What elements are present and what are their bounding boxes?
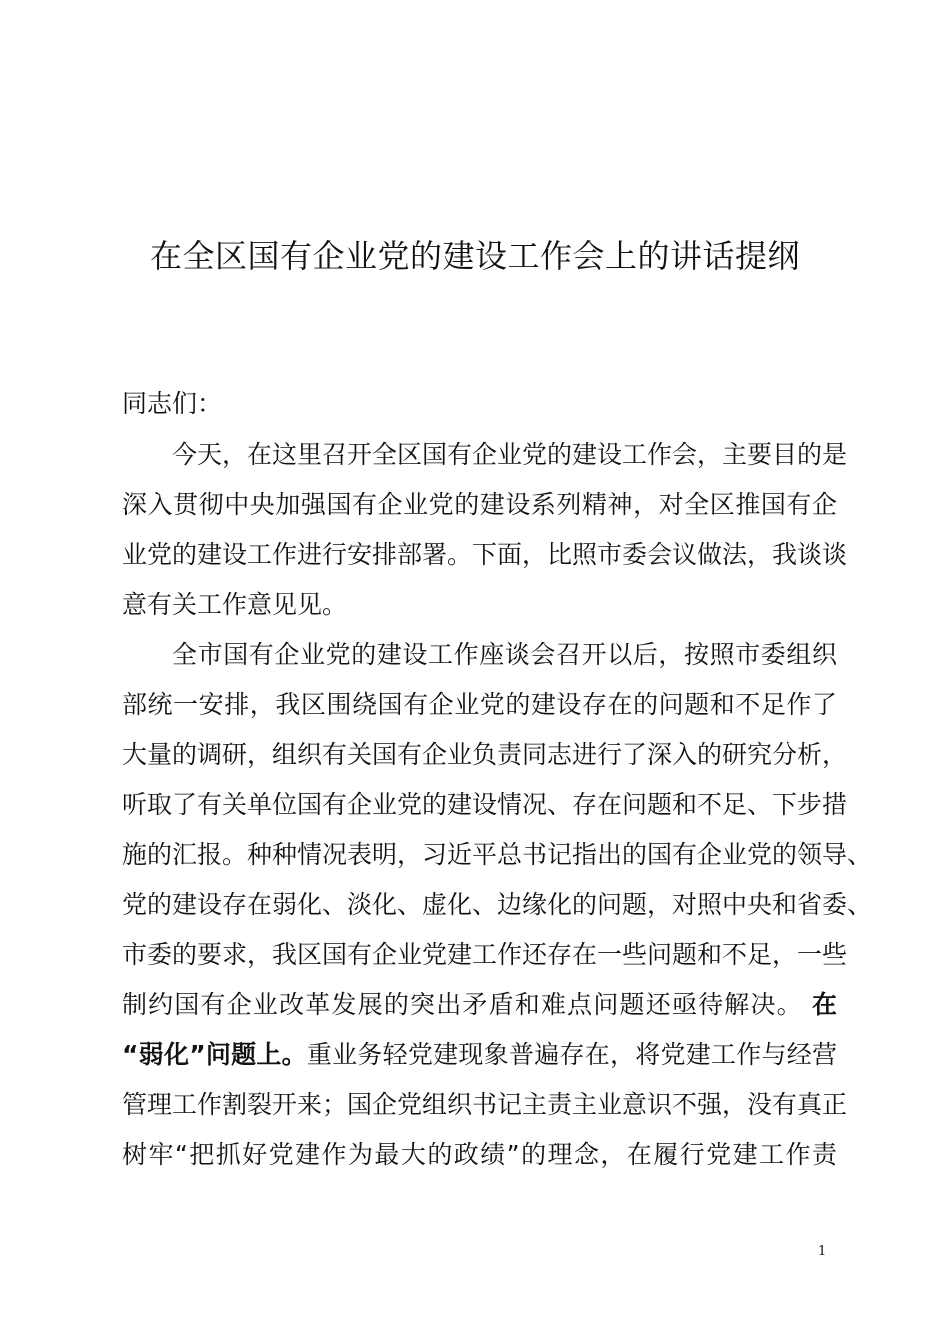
text-line: 深入贯彻中央加强国有企业党的建设系列精神，对全区推国有企	[122, 490, 837, 519]
text-run: 重业务轻党建现象普遍存在，将党建工作与经营	[306, 1040, 837, 1069]
text-line	[122, 980, 837, 1030]
text-line: 业党的建设工作进行安排部署。下面，比照市委会议做法，我谈谈	[122, 540, 848, 569]
text-line: 意有关工作意见见。	[122, 590, 348, 619]
text-line: 全市国有企业党的建设工作座谈会召开以后，按照市委组织	[172, 640, 837, 669]
text-line: 大量的调研，组织有关国有企业负责同志进行了深入的研究分析，	[122, 740, 848, 769]
text-run: 制约国有企业改革发展的突出矛盾和难点问题还亟待解决。	[122, 990, 803, 1019]
paragraph-opening	[122, 430, 848, 630]
text-line: 管理工作割裂开来；国企党组织书记主责主业意识不强，没有真正	[122, 1090, 848, 1119]
text-line: 市委的要求，我区国有企业党建工作还存在一些问题和不足，一些	[122, 940, 848, 969]
text-line: 听取了有关单位国有企业党的建设情况、存在问题和不足、下步措	[122, 790, 848, 819]
text-line	[122, 1030, 837, 1080]
text-line: 党的建设存在弱化、淡化、虚化、边缘化的问题，对照中央和省委、	[122, 890, 873, 919]
text-line: 今天，在这里召开全区国有企业党的建设工作会，主要目的是	[172, 440, 848, 469]
salutation: 同志们：	[122, 389, 223, 418]
document-title: 在全区国有企业党的建设工作会上的讲话提纲	[149, 237, 800, 275]
paragraph-situation	[122, 630, 873, 1180]
bold-heading-run: 在	[811, 990, 837, 1019]
text-line: 施的汇报。种种情况表明，习近平总书记指出的国有企业党的领导、	[122, 840, 873, 869]
text-line: 部统一安排，我区围绕国有企业党的建设存在的问题和不足作了	[122, 690, 837, 719]
page-number: 1	[818, 1244, 827, 1259]
text-line: 树牢“把抓好党建作为最大的政绩”的理念，在履行党建工作责	[122, 1140, 837, 1169]
bold-heading-run: “弱化”问题上。	[122, 1040, 307, 1069]
